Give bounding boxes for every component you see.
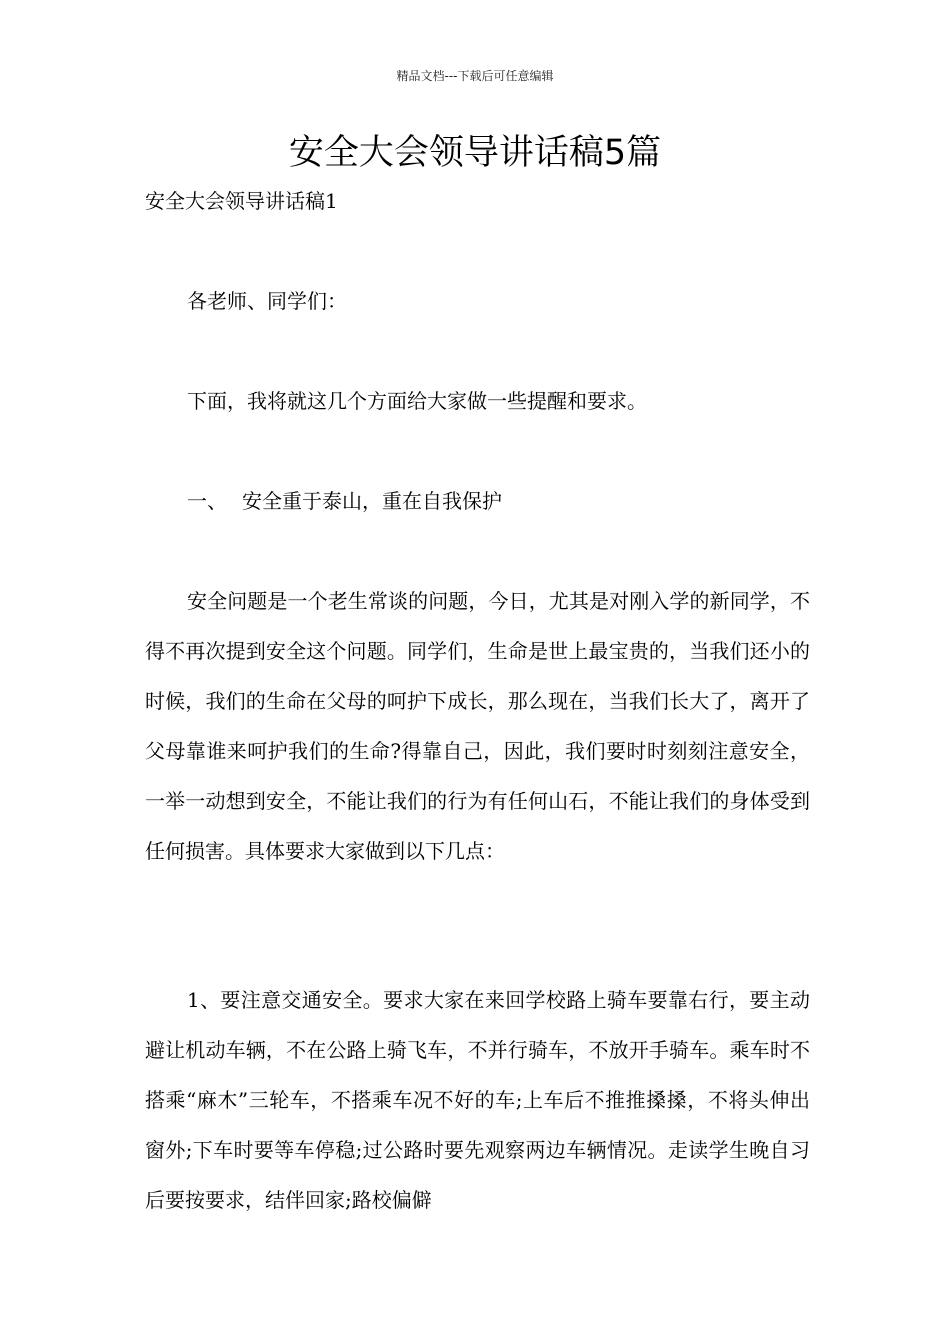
intro-paragraph: 下面，我将就这几个方面给大家做一些提醒和要求。: [187, 389, 647, 413]
section-heading: [145, 476, 810, 526]
greeting-paragraph: 各老师、同学们：: [187, 289, 347, 313]
document-title: 安全大会领导讲话稿5篇: [288, 133, 662, 173]
section-heading-text: 安全重于泰山，重在自我保护: [242, 489, 502, 513]
body-paragraph: 安全问题是一个老生常谈的问题，今日，尤其是对刚入学的新同学，不得不再次提到安全这个问题。同学们，生命是世上最宝贵的，当我们还小的时候，我们的生命在父母的呵护下成长，那么现在，当我们长大了，离开了父母靠谁来呵护我们的生命?得靠自己，因此，我们要时时刻刻注意安全，一举一动想到安全，不能让我们的行为有任何山石，不能让我们的身体受到任何损害。具体要求大家做到以下几点：: [145, 589, 810, 863]
body-paragraph: 1、要注意交通安全。要求大家在来回学校路上骑车要靠右行，要主动避让机动车辆，不在公路上骑飞车，不并行骑车，不放开手骑车。乘车时不搭乘“麻木”三轮车，不搭乘车况不好的车;上车后不推推搡搡，不将头伸出窗外;下车时要等车停稳;过公路时要先观察两边车辆情况。走读学生晚自习后要按要求，结伴回家;路校偏僻: [145, 988, 810, 1212]
section-number: 一、: [187, 489, 227, 513]
document-subtitle: 安全大会领导讲话稿1: [145, 189, 338, 213]
header-note: 精品文档---下载后可任意编辑: [396, 69, 554, 83]
